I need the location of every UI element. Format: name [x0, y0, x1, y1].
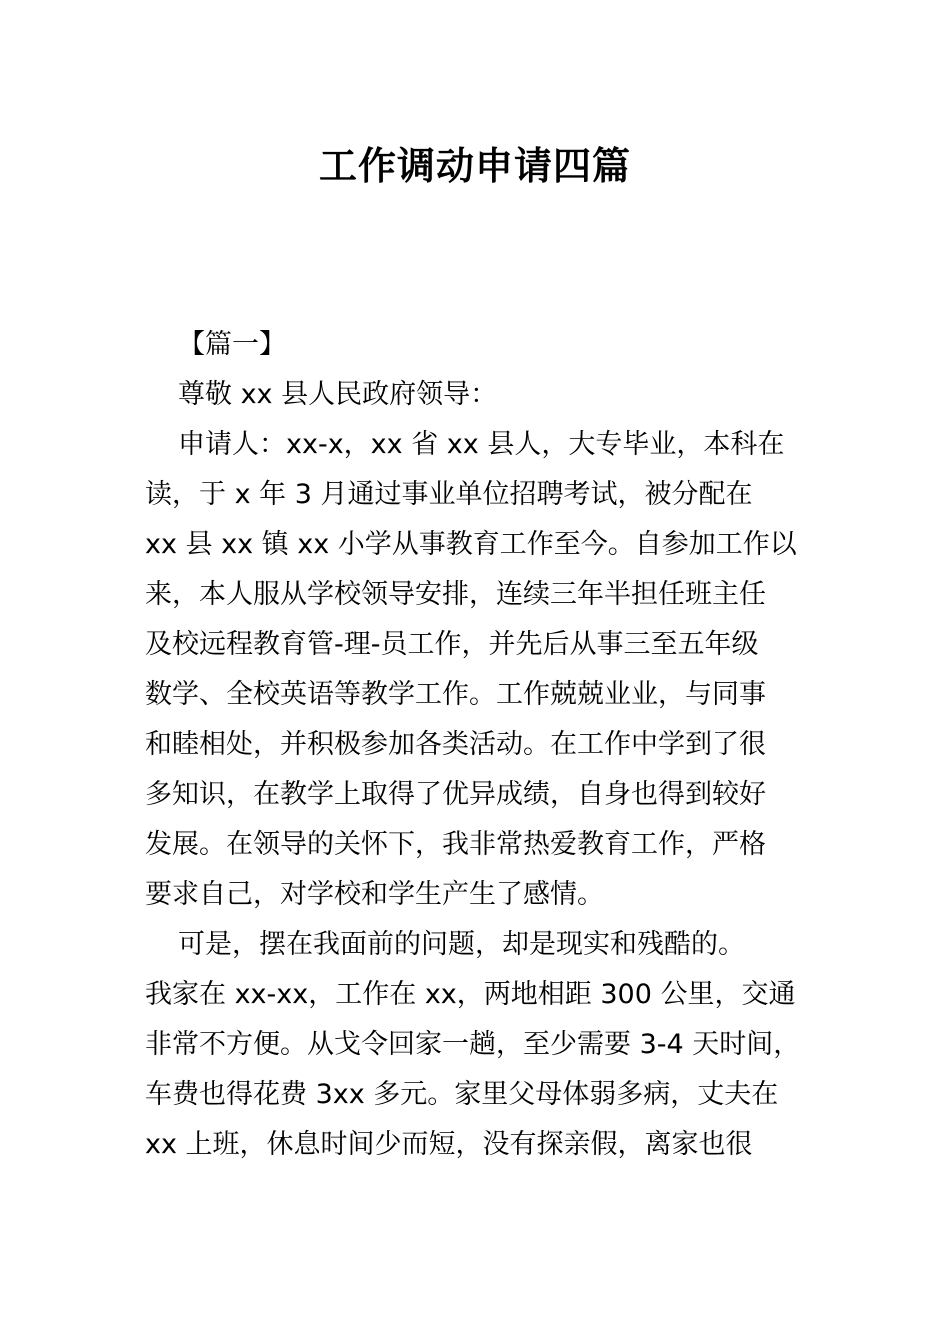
paragraph-line: 车费也得花费 3xx 多元。家里父母体弱多病，丈夫在 [145, 1079, 779, 1110]
paragraph-line: 数学、全校英语等教学工作。工作兢兢业业，与同事 [145, 679, 766, 710]
paragraph-line: 及校远程教育管-理-员工作，并先后从事三至五年级 [145, 629, 759, 660]
paragraph-line: 读，于 x 年 3 月通过事业单位招聘考试，被分配在 [145, 479, 753, 510]
document-title: 工作调动申请四篇 [318, 144, 631, 188]
paragraph-line: 多知识，在教学上取得了优异成绩，自身也得到较好 [145, 779, 766, 810]
paragraph-2 [145, 920, 815, 1170]
paragraph-line: xx 县 xx 镇 xx 小学从事教育工作至今。自参加工作以 [145, 529, 797, 560]
paragraph-1 [145, 420, 815, 920]
paragraph-line: 可是，摆在我面前的问题，却是现实和残酷的。 [178, 929, 745, 960]
document-body [145, 320, 815, 1170]
paragraph-line: 非常不方便。从戈令回家一趟，至少需要 3-4 天时间， [145, 1029, 801, 1060]
paragraph-line: 发展。在领导的关怀下，我非常热爱教育工作，严格 [145, 829, 766, 860]
paragraph-line: 来，本人服从学校领导安排，连续三年半担任班主任 [145, 579, 766, 610]
paragraph-line: 申请人：xx-x，xx 省 xx 县人，大专毕业，本科在 [178, 429, 785, 460]
paragraph-line: 我家在 xx-xx，工作在 xx，两地相距 300 公里，交通 [145, 979, 796, 1010]
salutation: 尊敬 xx 县人民政府领导： [178, 379, 498, 410]
section-heading: 【篇一】 [178, 329, 286, 360]
paragraph-line: 要求自己，对学校和学生产生了感情。 [145, 879, 604, 910]
paragraph-line: xx 上班，休息时间少而短，没有探亲假，离家也很 [145, 1129, 753, 1160]
paragraph-line: 和睦相处，并积极参加各类活动。在工作中学到了很 [145, 729, 766, 760]
